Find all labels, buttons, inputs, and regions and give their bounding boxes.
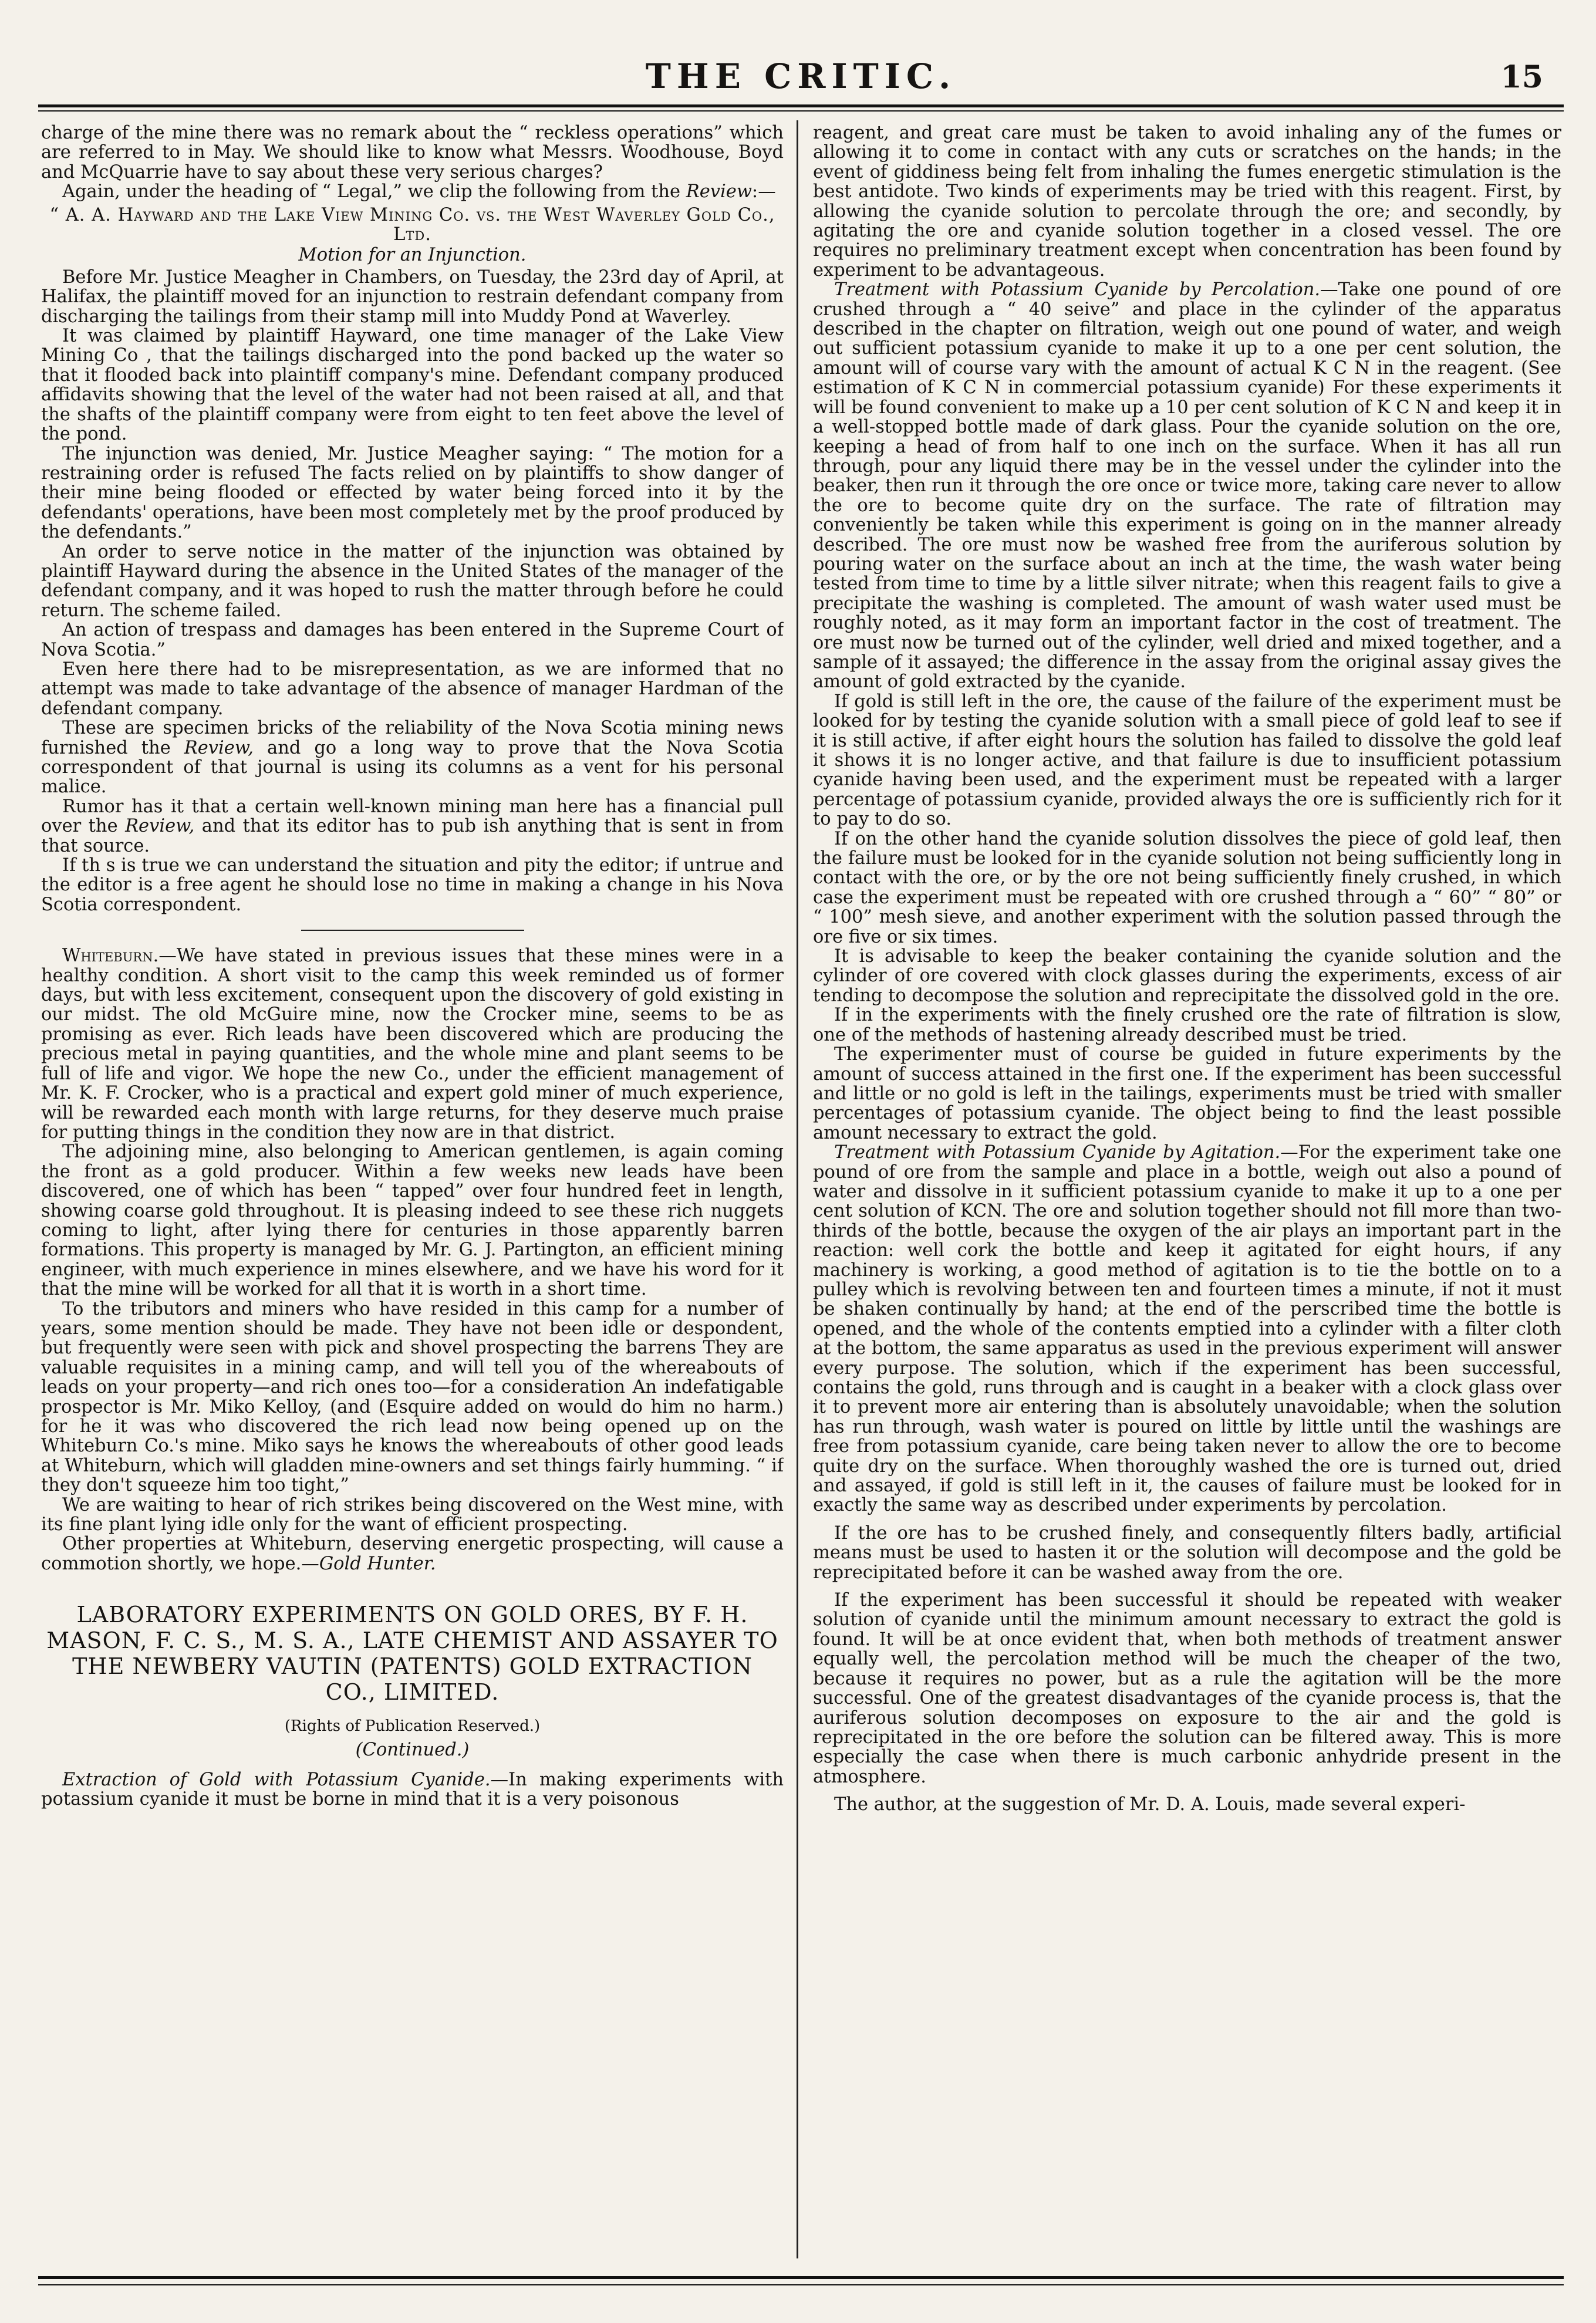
paragraph: Other properties at Whiteburn, deserving energetic prospecting, will cause a commotion shortly, we hope.—Gold Hunter. (41, 1534, 784, 1574)
section-separator (301, 930, 524, 931)
case-title: “ A. A. Hayward and the Lake View Mining Co. vs. the West Waverley Gold Co., Ltd. (49, 204, 775, 245)
paragraph: We are waiting to hear of rich strikes being discovered on the West mine, with its fine plant lying idle only for the want of efficient prospecting. (41, 1494, 784, 1535)
column-divider (797, 120, 798, 2258)
paragraph: It is advisable to keep the beaker containing the cyanide solution and the cylinder of ore covered with clock glasses during the experiments, excess of air tending to decompose the solution and reprecipitate the dissolved gold in the ore. (813, 946, 1561, 1006)
spacer (813, 1515, 1561, 1524)
paragraph: If gold is still left in the ore, the cause of the failure of the experiment must be looked for by testing the cyanide solution with a small piece of gold leaf to see if it is still active, if after eight hours the solution has failed to dissolve the gold leaf it shows it is no longer active, and that failure is due to insufficient potassium cyanide having been used, and the experiment must be repeated with a larger percentage of potassium cyanide, provided always the ore is sufficiently rich for it to pay to do so. (813, 691, 1561, 830)
paragraph: Treatment with Potassium Cyanide by Percolation.—Take one pound of ore crushed through a “ 40 seive” and place in the cylinder of the apparatus described in the chapter on filtration, weigh out one pound of water, and weigh out sufficient potassium cyanide to make it up to a one per cent solution, the amount will of course vary with the amount of actual K C N in the reagent. (See estimation of K C N in commercial potassium cyanide) For these experiments it will be found convenient to make up a 10 per cent solution of K C N and keep it in a well-stopped bottle made of dark glass. Pour the cyanide solution on the ore, keeping a head of from half to one inch on the surface. When it has all run through, pour any liquid there may be in the vessel under the cylinder into the beaker, then run it through the ore once or twice more, taking care never to allow the ore to become quite dry on the surface. The rate of filtration may conveniently be taken while this experiment is going on in the manner already described. The ore must now be washed free from the auriferous solution by pouring water on the surface about an inch at the time, the wash water being tested from time to time by a little silver nitrate; when this reagent fails to give a precipitate the washing is completed. The amount of wash water used must be roughly noted, as it may form an important factor in the cost of treatment. The ore must now be turned out of the cylinder, well dried and mixed together, and a sample of it assayed; the difference in the assay from the original assay gives the amount of gold extracted by the cyanide. (813, 279, 1561, 693)
paragraph: Rumor has it that a certain well-known mining man here has a financial pull over the Review, and that its editor has to pub ish anything that is sent in from that source. (41, 796, 784, 856)
paragraph: To the tributors and miners who have resided in this camp for a number of years, some mention should be made. They have not been idle or despondent, but frequently were seen with pick and shovel prospecting the barrens They are valuable requisites in a mining camp, and will tell you of the whereabouts of leads on your property—and rich ones too—for a consideration An indefatigable prospector is Mr. Miko Kelloy, (and (Esquire added on would do him no harm.) for he it was who discovered the rich lead now being opened up on the Whiteburn Co.'s mine. Miko says he knows the whereabouts of other good leads at Whiteburn, which will gladden mine-owners and set things fairly humming. “ if they don't squeeze him too tight,” (41, 1298, 784, 1496)
header-rule (38, 104, 1564, 107)
left-column (41, 123, 784, 2253)
paragraph: These are specimen bricks of the reliability of the Nova Scotia mining news furnished the Review, and go a long way to prove that the Nova Scotia correspondent of that journal is using its columns as a vent for his personal malice. (41, 718, 784, 798)
case-motion: Motion for an Injunction. (298, 245, 527, 266)
continued-label: (Continued.) (355, 1739, 470, 1760)
footer-rule (38, 2276, 1564, 2279)
paragraph: If th s is true we can understand the situation and pity the editor; if untrue and the editor is a free agent he should lose no time in making a change in his Nova Scotia correspondent. (41, 855, 784, 915)
right-column (813, 123, 1561, 2253)
page-number: 15 (1500, 59, 1543, 95)
paragraph: If in the experiments with the finely crushed ore the rate of filtration is slow, one of the methods of hastening already described must be tried. (813, 1005, 1561, 1045)
paragraph: If the ore has to be crushed finely, and consequently filters badly, artificial means must be used to hasten it or the solution will decompose and the gold be reprecipitated before it can be washed away from the ore. (813, 1522, 1561, 1583)
paragraph: The injunction was denied, Mr. Justice Meagher saying: “ The motion for a restraining order is refused The facts relied on by plaintiffs to show danger of their mine being flooded or effected by water being forced into it by the defendants' operations, have been most completely met by the proof produced by the defendants.” (41, 443, 784, 543)
paragraph: An order to serve notice in the matter of the injunction was obtained by plaintiff Hayward during the absence in the United States of the manager of the defendant company, and it was hoped to rush the matter through before he could return. The scheme failed. (41, 541, 784, 621)
paragraph: Whiteburn.—We have stated in previous issues that these mines were in a healthy condition. A short visit to the camp this week reminded us of former days, but with less excitement, consequent upon the discovery of gold existing in our midst. The old McGuire mine, now the Crocker mine, seems to be as promising as ever. Rich leads have been discovered which are producing the precious metal in paying quantities, and the whole mine and plant seems to be full of life and vigor. We hope the new Co., under the efficient management of Mr. K. F. Crocker, who is a practical and expert gold miner of much experience, will be rewarded each month with large returns, for they deserve much praise for putting things in the condition they now are in that district. (41, 946, 784, 1143)
paragraph: The adjoining mine, also belonging to American gentlemen, is again coming the front as a gold producer. Within a few weeks new leads have been discovered, one of which has been “ tapped” over four hundred feet in length, showing coarse gold throughout. It is pleasing indeed to see these rich nuggets coming to light, after lying there for centuries in those apparently barren formations. This property is managed by Mr. G. J. Partington, an efficient mining engineer, with much experience in mines elsewhere, and we have his word for it that the mine will be worked for all that it is worth in a short time. (41, 1142, 784, 1300)
header-rule-thin (38, 110, 1564, 112)
spacer (813, 1582, 1561, 1591)
footer-rule-thin (38, 2284, 1564, 2285)
paragraph: It was claimed by plaintiff Hayward, one time manager of the Lake View Mining Co , that the tailings discharged into the pond backed up the water so that it flooded back into plaintiff company's mine. Defendant company produced affidavits showing that the level of the water had not been raised at all, and that the shafts of the plaintiff company were from eight to ten feet above the level of the pond. (41, 326, 784, 445)
paragraph: Before Mr. Justice Meagher in Chambers, on Tuesday, the 23rd day of April, at Halifax, the plaintiff moved for an injunction to restrain defendant company from discharging the tailings from their stamp mill into Muddy Pond at Waverley. (41, 266, 784, 327)
paragraph: If on the other hand the cyanide solution dissolves the piece of gold leaf, then the failure must be looked for in the cyanide solution not being sufficiently long in contact with the ore, or by the ore not being sufficiently finely crushed, in which case the experiment must be repeated with ore crushed through a “ 60” “ 80” or “ 100” mesh sieve, and another experiment with the solution passed through the ore five or six times. (813, 828, 1561, 947)
paragraph: charge of the mine there was no remark about the “ reckless operations” which are referred to in May. We should like to know what Messrs. Woodhouse, Boyd and McQuarrie have to say about these very serious charges? (41, 123, 784, 183)
paragraph: Again, under the heading of “ Legal,” we clip the following from the Review:— (62, 181, 776, 202)
rights-notice: (Rights of Publication Reserved.) (284, 1717, 541, 1736)
page-header (41, 56, 1561, 97)
paragraph: Even here there had to be misrepresentation, as we are informed that no attempt was made to take advantage of the absence of manager Hardman of the defendant company. (41, 659, 784, 719)
dateline: Whiteburn. (62, 946, 159, 967)
paragraph: Extraction of Gold with Potassium Cyanide.—In making experiments with potassium cyanide it must be borne in mind that it is a very poisonous (41, 1770, 784, 1810)
paragraph: reagent, and great care must be taken to avoid inhaling any of the fumes or allowing it to come in contact with any cuts or scratches on the hands; in the event of giddiness being felt from inhaling the fumes energetic stimulation is the best antidote. Two kinds of experiments may be tried with this reagent. First, by allowing the cyanide solution to percolate through the ore; and secondly, by agitating the ore and cyanide solution together in a closed vessel. The ore requires no preliminary treatment except when concentration has been found by experiment to be advantageous. (813, 123, 1561, 281)
paragraph: If the experiment has been successful it should be repeated with weaker solution of cyanide until the minimum amount necessary to extract the gold is found. It will be at once evident that, when both methods of treatment answer equally well, the percolation method will be much the cheaper of the two, because it requires no power, but as a rule the agitation will be the more successful. One of the greatest disadvantages of the cyanide process is, that the auriferous solution decomposes on exposure to the air and the gold is reprecipitated in the ore before the solution can be filtered away. This is more especially the case when there is much carbonic anhydride present in the atmosphere. (813, 1590, 1561, 1787)
spacer (813, 1787, 1561, 1795)
masthead-title: THE CRITIC. (645, 56, 957, 96)
paragraph: The experimenter must of course be guided in future experiments by the amount of success attained in the first one. If the experiment has been successful and little or no gold is left in the tailings, experiments must be tried with smaller percentages of potassium cyanide. The object being to find the least possible amount necessary to extract the gold. (813, 1044, 1561, 1143)
paragraph: An action of trespass and damages has been entered in the Supreme Court of Nova Scotia.” (41, 620, 784, 660)
paragraph: The author, at the suggestion of Mr. D. A. Louis, made several experi- (834, 1794, 1466, 1815)
article-heading: LABORATORY EXPERIMENTS ON GOLD ORES, BY F. H. MASON, F. C. S., M. S. A., LATE CHEMIST AND ASSAYER TO THE NEWBERY VAUTIN (PATENTS) GOLD EXTRACTION CO., LIMITED. (46, 1602, 778, 1706)
paragraph: Treatment with Potassium Cyanide by Agitation.—For the experiment take one pound of ore from the sample and place in a bottle, weigh out also a pound of water and dissolve in it sufficient potassium cyanide to make it up to a one per cent solution of KCN. The ore and solution together should not fill more than two-thirds of the bottle, because the oxygen of the air plays an important part in the reaction: well cork the bottle and keep it agitated for eight hours, if any machinery is working, a good method of agitation is to tie the bottle on to a pulley which is revolving between ten and fourteen times a minute, if not it must be shaken continually by hand; at the end of the perscribed time the bottle is opened, and the whole of the contents emptied into a cylinder with a filter cloth at the bottom, the same apparatus as used in the previous experiment will answer every purpose. The solution, which if the experiment has been successful, contains the gold, runs through and is caught in a beaker with a clock glass over it to prevent more air entering than is absolutely unavoidable; when the solution has run through, wash water is poured on little by little until the washings are free from potassium cyanide, care being taken never to allow the ore to become quite dry on the surface. When thoroughly washed the ore is turned out, dried and assayed, if gold is still left in it, the causes of failure must be looked for in exactly the same way as described under experiments by percolation. (813, 1142, 1561, 1516)
